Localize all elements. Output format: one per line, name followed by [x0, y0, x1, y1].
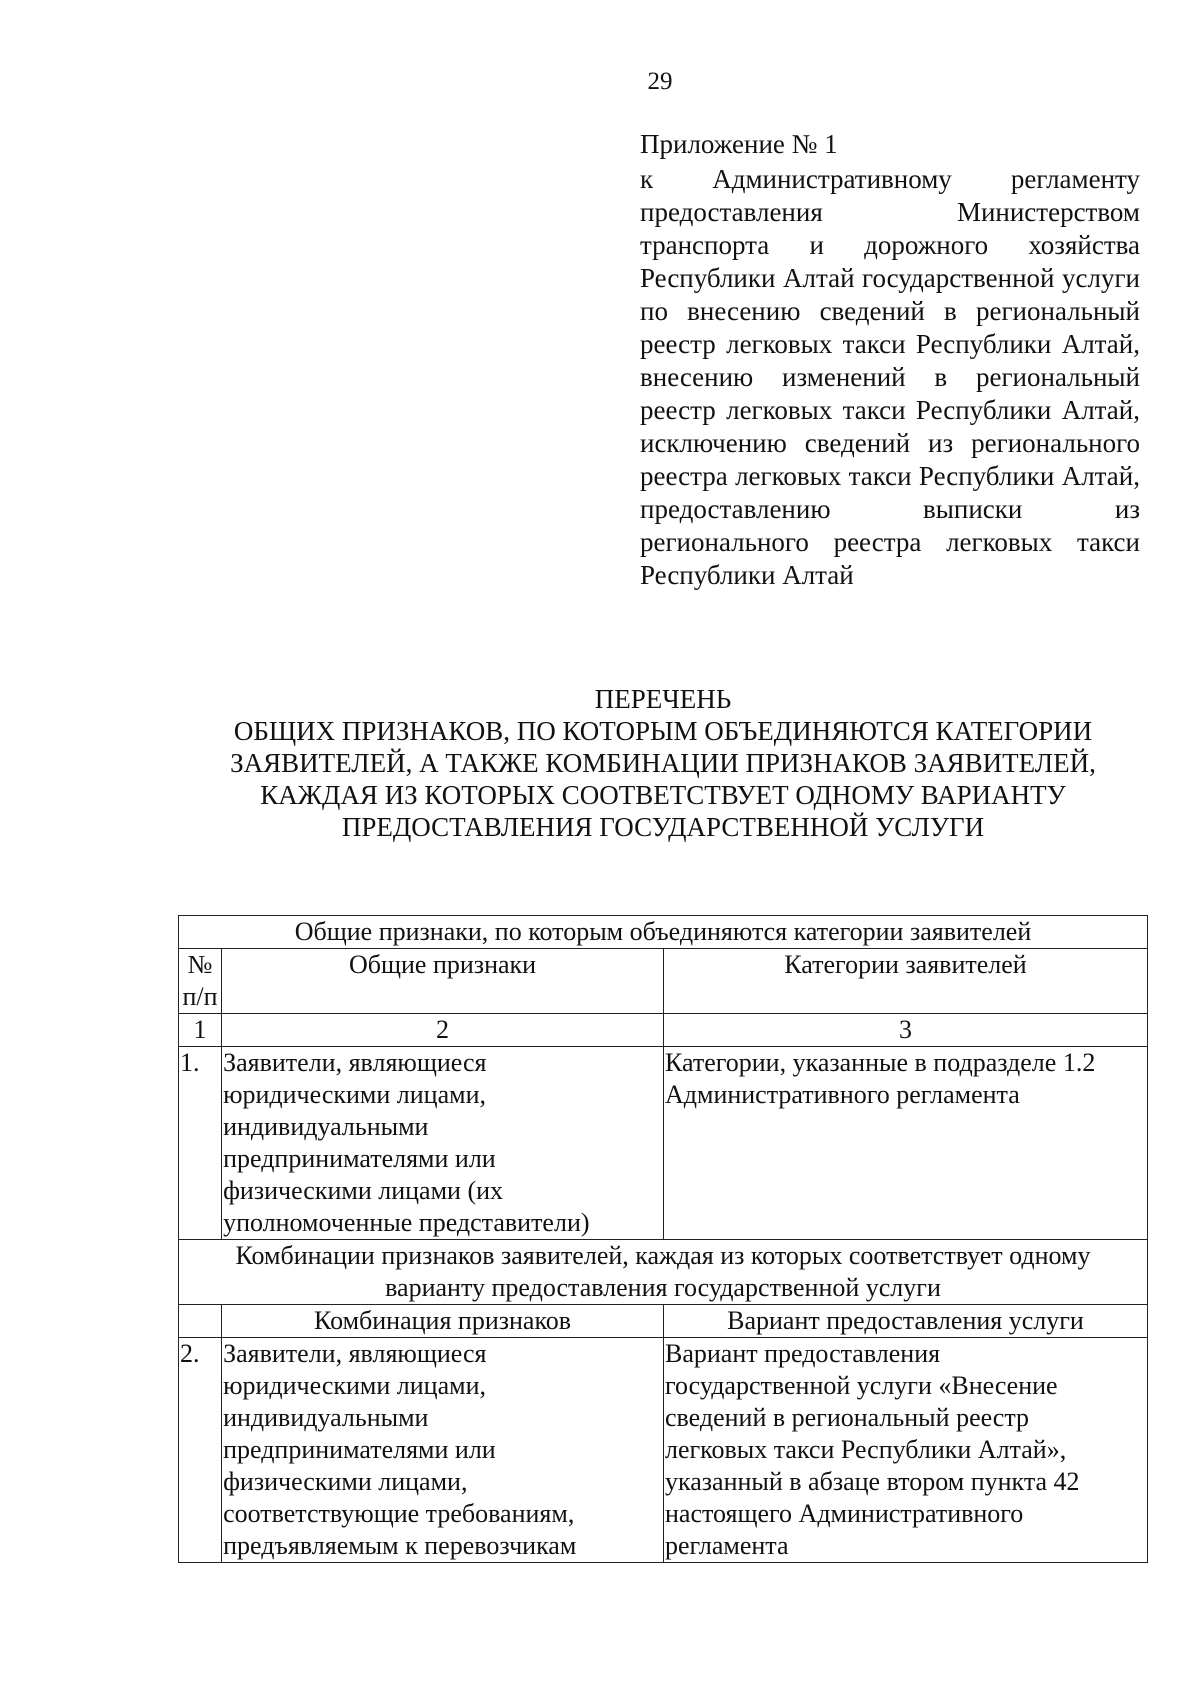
heading-line: ПЕРЕЧЕНЬ: [594, 684, 732, 714]
document-heading: [178, 683, 1148, 843]
row-categories: Категории, указанные в подразделе 1.2 Административного регламента: [663, 1047, 1147, 1240]
column-index: 3: [663, 1014, 1147, 1047]
column-header-variant: Вариант предоставления услуги: [663, 1305, 1147, 1338]
row-number: 1.: [179, 1047, 222, 1240]
table-row: [179, 916, 1148, 949]
table-row: [179, 1047, 1148, 1240]
table-row: [179, 1305, 1148, 1338]
applicant-features-table: [178, 915, 1148, 1563]
row-number: 2.: [179, 1338, 222, 1563]
empty-cell: [179, 1305, 222, 1338]
heading-line: ПРЕДОСТАВЛЕНИЯ ГОСУДАРСТВЕННОЙ УСЛУГИ: [341, 812, 985, 842]
column-header-number: № п/п: [179, 949, 222, 1014]
heading-line: ОБЩИХ ПРИЗНАКОВ, ПО КОТОРЫМ ОБЪЕДИНЯЮТСЯ КАТЕГОРИИ: [233, 716, 1093, 746]
column-header-combination: Комбинация признаков: [222, 1305, 664, 1338]
appendix-title: Приложение № 1: [640, 129, 838, 159]
appendix-block: [640, 128, 1140, 592]
heading-line: ЗАЯВИТЕЛЕЙ, А ТАКЖЕ КОМБИНАЦИИ ПРИЗНАКОВ ЗАЯВИТЕЛЕЙ,: [230, 748, 1096, 778]
appendix-description: к Административному регламенту предоставления Министерством транспорта и дорожного хозяйства Республики Алтай государственной услуги по внесению сведений в региональный реестр легковых такси Республики Алтай, внесению изменений в региональный реестр легковых такси Республики Алтай, исключению сведений из регионального реестра легковых такси Республики Алтай, предоставлению выписки из регионального реестра легковых такси Республики Алтай: [640, 164, 1140, 590]
table-row: [179, 1240, 1148, 1305]
row-features: Заявители, являющиеся юридическими лицами, индивидуальными предпринимателями или физическими лицами, соответствующие требованиям, предъявляемым к перевозчикам: [222, 1338, 664, 1563]
row-variant: Вариант предоставления государственной услуги «Внесение сведений в региональный реестр легковых такси Республики Алтай», указанный в абзаце втором пункта 42 настоящего Административного регламента: [663, 1338, 1147, 1563]
column-header-features: Общие признаки: [222, 949, 664, 1014]
heading-line: КАЖДАЯ ИЗ КОТОРЫХ СООТВЕТСТВУЕТ ОДНОМУ ВАРИАНТУ: [260, 780, 1066, 810]
column-header-categories: Категории заявителей: [663, 949, 1147, 1014]
row-features: Заявители, являющиеся юридическими лицами, индивидуальными предпринимателями или физическими лицами (их уполномоченные представители): [222, 1047, 664, 1240]
section-header-combinations: Комбинации признаков заявителей, каждая из которых соответствует одному варианту предоставления государственной услуги: [179, 1240, 1148, 1305]
column-index: 2: [222, 1014, 664, 1047]
table-row: [179, 1014, 1148, 1047]
section-header-general: Общие признаки, по которым объединяются категории заявителей: [179, 916, 1148, 949]
column-index: 1: [179, 1014, 222, 1047]
table-row: [179, 1338, 1148, 1563]
table-row: [179, 949, 1148, 1014]
page-number: 29: [647, 68, 673, 95]
